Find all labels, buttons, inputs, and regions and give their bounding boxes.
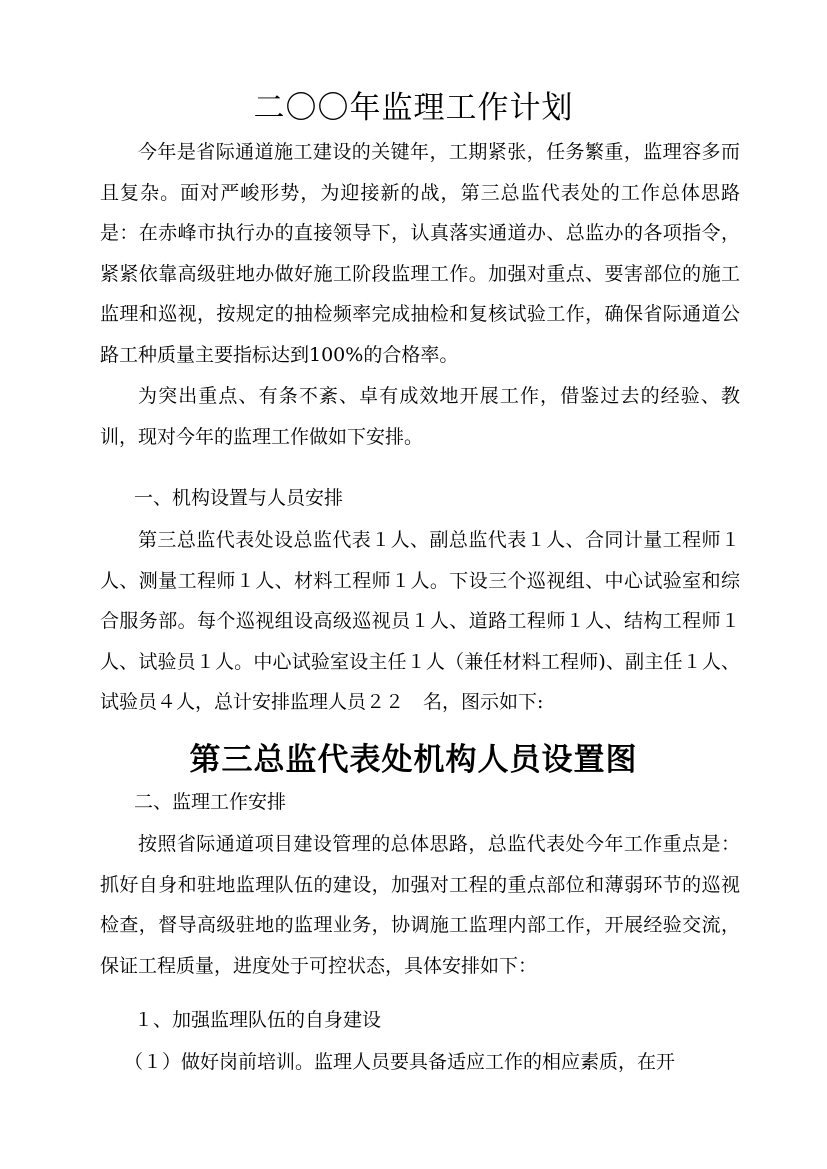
purpose-paragraph: 为突出重点、有条不紊、卓有成效地开展工作，借鉴过去的经验、教训，现对今年的监理工作做如下安排。 (100, 385, 740, 448)
item1-sub1: （１）做好岗前培训。监理人员要具备适应工作的相应素质，在开 (124, 1051, 676, 1073)
section2-heading: 二、监理工作安排 (134, 791, 287, 813)
section1-body: 第三总监代表处设总监代表１人、副总监代表１人、合同计量工程师１人、测量工程师１人、材料工程师１人。下设三个巡视组、中心试验室和综合服务部。每个巡视组设高级巡视员１人、道路工程师１人、结构工程师１人、试验员１人。中心试验室设主任１人（兼任材料工程师)、副主任１人、试验员４人，总计安排监理人员２２ 名，图示如下: (100, 529, 740, 713)
section2-body: 按照省际通道项目建设管理的总体思路，总监代表处今年工作重点是：抓好自身和驻地监理队伍的建设，加强对工程的重点部位和薄弱环节的巡视检查，督导高级驻地的监理业务，协调施工监理内部工作，开展经验交流，保证工程质量，进度处于可控状态，具体安排如下： (100, 833, 740, 977)
section1-heading: 一、机构设置与人员安排 (134, 487, 344, 509)
intro-paragraph: 今年是省际通道施工建设的关键年，工期紧张，任务繁重，监理容多而且复杂。面对严峻形势，为迎接新的战，第三总监代表处的工作总体思路是：在赤峰市执行办的直接领导下，认真落实通道办、总监办的各项指令，紧紧依靠高级驻地办做好施工阶段监理工作。加强对重点、要害部位的施工监理和巡视，按规定的抽检频率完成抽检和复核试验工作，确保省际通道公路工种质量主要指标达到100%的合格率。 (100, 141, 740, 366)
document-title: 二〇〇年监理工作计划 (253, 90, 574, 126)
item1-heading: １、加强监理队伍的自身建设 (134, 1009, 382, 1031)
org-chart-title: 第三总监代表处机构人员设置图 (189, 742, 638, 778)
